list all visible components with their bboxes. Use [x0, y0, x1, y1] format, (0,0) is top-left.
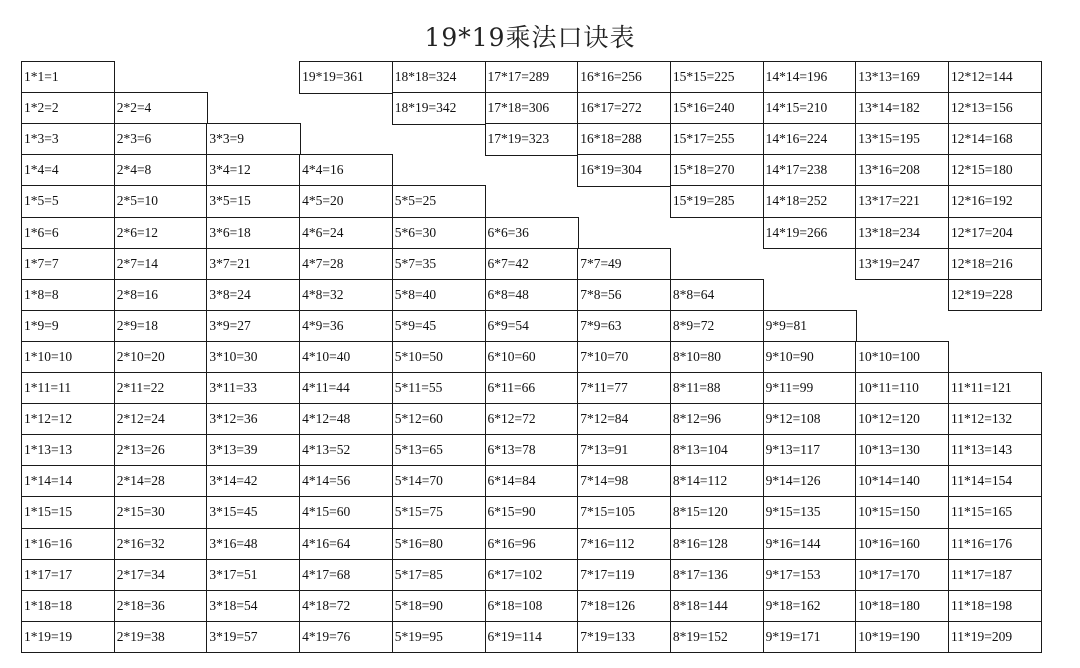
- table-cell: 12*13=156: [948, 92, 1042, 125]
- table-cell: 10*17=170: [855, 559, 949, 592]
- table-cell: 6*8=48: [485, 279, 579, 312]
- table-cell: 1*17=17: [21, 559, 115, 592]
- table-cell: 1*15=15: [21, 496, 115, 529]
- table-cell: 3*11=33: [206, 372, 300, 405]
- table-cell: 4*7=28: [299, 248, 393, 281]
- table-cell: 3*13=39: [206, 434, 300, 467]
- table-cell: 4*13=52: [299, 434, 393, 467]
- table-cell: 14*17=238: [763, 154, 857, 187]
- table-cell: 16*16=256: [577, 61, 671, 94]
- table-cell: 4*9=36: [299, 310, 393, 343]
- table-cell: 17*17=289: [485, 61, 579, 94]
- table-cell: 8*19=152: [670, 621, 764, 654]
- table-cell: 10*12=120: [855, 403, 949, 436]
- table-cell: 3*7=21: [206, 248, 300, 281]
- table-cell: 7*17=119: [577, 559, 671, 592]
- table-cell: 4*4=16: [299, 154, 393, 187]
- table-cell: 9*12=108: [763, 403, 857, 436]
- table-cell: 1*2=2: [21, 92, 115, 125]
- table-cell: 3*12=36: [206, 403, 300, 436]
- table-cell: 7*15=105: [577, 496, 671, 529]
- table-cell: 3*17=51: [206, 559, 300, 592]
- table-cell: 7*7=49: [577, 248, 671, 281]
- table-cell: 14*19=266: [763, 217, 857, 250]
- table-cell: 5*7=35: [392, 248, 486, 281]
- table-cell: 5*9=45: [392, 310, 486, 343]
- table-cell: 2*19=38: [114, 621, 208, 654]
- table-cell: 1*13=13: [21, 434, 115, 467]
- table-cell: 9*15=135: [763, 496, 857, 529]
- table-cell: 9*10=90: [763, 341, 857, 374]
- table-cell: 4*14=56: [299, 465, 393, 498]
- table-cell: 1*1=1: [21, 61, 115, 94]
- table-cell: 8*9=72: [670, 310, 764, 343]
- table-cell: 4*15=60: [299, 496, 393, 529]
- table-cell: 1*6=6: [21, 217, 115, 250]
- table-cell: 13*14=182: [855, 92, 949, 125]
- table-cell: 6*7=42: [485, 248, 579, 281]
- table-cell: 17*18=306: [485, 92, 579, 125]
- table-cell: 4*11=44: [299, 372, 393, 405]
- table-cell: 6*9=54: [485, 310, 579, 343]
- table-cell: 9*16=144: [763, 528, 857, 561]
- table-cell: 13*17=221: [855, 185, 949, 218]
- table-cell: 7*18=126: [577, 590, 671, 623]
- table-cell: 1*3=3: [21, 123, 115, 156]
- table-cell: 7*12=84: [577, 403, 671, 436]
- table-cell: 10*13=130: [855, 434, 949, 467]
- table-cell: 11*11=121: [948, 372, 1042, 405]
- table-cell: 7*11=77: [577, 372, 671, 405]
- table-cell: 1*9=9: [21, 310, 115, 343]
- table-cell: 15*15=225: [670, 61, 764, 94]
- page-title: 19*19乘法口诀表: [424, 23, 636, 52]
- table-cell: 5*14=70: [392, 465, 486, 498]
- table-cell: 13*19=247: [855, 248, 949, 281]
- table-cell: 9*13=117: [763, 434, 857, 467]
- table-cell: 2*15=30: [114, 496, 208, 529]
- table-cell: 2*3=6: [114, 123, 208, 156]
- table-cell: 3*4=12: [206, 154, 300, 187]
- table-cell: 14*15=210: [763, 92, 857, 125]
- table-cell: 4*8=32: [299, 279, 393, 312]
- table-cell: 5*6=30: [392, 217, 486, 250]
- table-cell: 8*12=96: [670, 403, 764, 436]
- table-cell: 6*10=60: [485, 341, 579, 374]
- table-cell: 7*14=98: [577, 465, 671, 498]
- table-cell: 2*4=8: [114, 154, 208, 187]
- table-cell: 11*15=165: [948, 496, 1042, 529]
- table-cell: 7*9=63: [577, 310, 671, 343]
- table-cell: 1*19=19: [21, 621, 115, 654]
- table-cell: 11*12=132: [948, 403, 1042, 436]
- table-cell: 4*5=20: [299, 185, 393, 218]
- table-cell: 3*14=42: [206, 465, 300, 498]
- table-cell: 8*14=112: [670, 465, 764, 498]
- table-cell: 2*5=10: [114, 185, 208, 218]
- table-cell: 6*17=102: [485, 559, 579, 592]
- table-cell: 3*19=57: [206, 621, 300, 654]
- table-cell: 18*19=342: [392, 92, 486, 125]
- table-cell: 10*15=150: [855, 496, 949, 529]
- table-cell: 10*16=160: [855, 528, 949, 561]
- table-cell: 15*16=240: [670, 92, 764, 125]
- table-cell: 1*16=16: [21, 528, 115, 561]
- table-cell: 8*15=120: [670, 496, 764, 529]
- table-cell: 8*8=64: [670, 279, 764, 312]
- table-cell: 7*16=112: [577, 528, 671, 561]
- table-cell: 1*7=7: [21, 248, 115, 281]
- table-cell: 17*19=323: [485, 123, 579, 156]
- table-cell: 5*15=75: [392, 496, 486, 529]
- table-cell: 9*14=126: [763, 465, 857, 498]
- table-cell: 9*18=162: [763, 590, 857, 623]
- table-cell: 3*6=18: [206, 217, 300, 250]
- table-cell: 9*9=81: [763, 310, 857, 343]
- table-cell: 6*15=90: [485, 496, 579, 529]
- table-cell: 9*11=99: [763, 372, 857, 405]
- table-cell: 3*15=45: [206, 496, 300, 529]
- table-cell: 5*17=85: [392, 559, 486, 592]
- table-cell: 3*8=24: [206, 279, 300, 312]
- table-cell: 19*19=361: [299, 61, 393, 94]
- table-cell: 1*12=12: [21, 403, 115, 436]
- table-cell: 14*18=252: [763, 185, 857, 218]
- table-cell: 10*19=190: [855, 621, 949, 654]
- table-cell: 1*18=18: [21, 590, 115, 623]
- table-cell: 6*18=108: [485, 590, 579, 623]
- table-cell: 7*10=70: [577, 341, 671, 374]
- table-cell: 4*17=68: [299, 559, 393, 592]
- table-cell: 2*16=32: [114, 528, 208, 561]
- table-cell: 7*13=91: [577, 434, 671, 467]
- table-cell: 12*14=168: [948, 123, 1042, 156]
- table-cell: 8*16=128: [670, 528, 764, 561]
- table-cell: 2*17=34: [114, 559, 208, 592]
- table-cell: 2*9=18: [114, 310, 208, 343]
- table-cell: 2*13=26: [114, 434, 208, 467]
- table-cell: 12*12=144: [948, 61, 1042, 94]
- table-cell: 1*4=4: [21, 154, 115, 187]
- table-cell: 2*12=24: [114, 403, 208, 436]
- table-cell: 5*8=40: [392, 279, 486, 312]
- table-cell: 13*18=234: [855, 217, 949, 250]
- table-cell: 3*18=54: [206, 590, 300, 623]
- table-cell: 4*19=76: [299, 621, 393, 654]
- table-cell: 8*13=104: [670, 434, 764, 467]
- table-cell: 2*11=22: [114, 372, 208, 405]
- table-cell: 2*8=16: [114, 279, 208, 312]
- table-cell: 4*16=64: [299, 528, 393, 561]
- table-cell: 2*14=28: [114, 465, 208, 498]
- table-cell: 4*6=24: [299, 217, 393, 250]
- table-cell: 7*8=56: [577, 279, 671, 312]
- table-cell: 7*19=133: [577, 621, 671, 654]
- table-cell: 2*18=36: [114, 590, 208, 623]
- table-cell: 8*17=136: [670, 559, 764, 592]
- table-cell: 2*7=14: [114, 248, 208, 281]
- table-cell: 10*18=180: [855, 590, 949, 623]
- table-cell: 10*14=140: [855, 465, 949, 498]
- table-cell: 9*17=153: [763, 559, 857, 592]
- table-cell: 11*19=209: [948, 621, 1042, 654]
- table-cell: 11*18=198: [948, 590, 1042, 623]
- table-cell: 3*10=30: [206, 341, 300, 374]
- table-cell: 16*19=304: [577, 154, 671, 187]
- table-cell: 6*19=114: [485, 621, 579, 654]
- table-cell: 5*19=95: [392, 621, 486, 654]
- table-cell: 11*16=176: [948, 528, 1042, 561]
- table-cell: 14*14=196: [763, 61, 857, 94]
- table-cell: 6*14=84: [485, 465, 579, 498]
- table-cell: 13*16=208: [855, 154, 949, 187]
- table-cell: 12*16=192: [948, 185, 1042, 218]
- table-cell: 3*3=9: [206, 123, 300, 156]
- table-cell: 1*5=5: [21, 185, 115, 218]
- table-cell: 8*11=88: [670, 372, 764, 405]
- table-cell: 12*18=216: [948, 248, 1042, 281]
- table-cell: 11*13=143: [948, 434, 1042, 467]
- table-cell: 1*10=10: [21, 341, 115, 374]
- table-cell: 2*2=4: [114, 92, 208, 125]
- table-cell: 16*18=288: [577, 123, 671, 156]
- table-cell: 12*17=204: [948, 217, 1042, 250]
- table-cell: 16*17=272: [577, 92, 671, 125]
- table-cell: 4*18=72: [299, 590, 393, 623]
- table-cell: 5*5=25: [392, 185, 486, 218]
- table-cell: 6*16=96: [485, 528, 579, 561]
- table-cell: 6*12=72: [485, 403, 579, 436]
- table-cell: 1*11=11: [21, 372, 115, 405]
- table-cell: 5*10=50: [392, 341, 486, 374]
- table-cell: 6*13=78: [485, 434, 579, 467]
- table-cell: 6*11=66: [485, 372, 579, 405]
- table-cell: 5*16=80: [392, 528, 486, 561]
- table-cell: 5*12=60: [392, 403, 486, 436]
- table-cell: 5*13=65: [392, 434, 486, 467]
- table-cell: 1*14=14: [21, 465, 115, 498]
- table-cell: 18*18=324: [392, 61, 486, 94]
- table-cell: 13*15=195: [855, 123, 949, 156]
- table-cell: 11*17=187: [948, 559, 1042, 592]
- table-cell: 15*17=255: [670, 123, 764, 156]
- table-cell: 15*19=285: [670, 185, 764, 218]
- table-cell: 15*18=270: [670, 154, 764, 187]
- table-cell: 6*6=36: [485, 217, 579, 250]
- table-cell: 8*10=80: [670, 341, 764, 374]
- table-cell: 2*10=20: [114, 341, 208, 374]
- table-cell: 3*16=48: [206, 528, 300, 561]
- table-cell: 10*10=100: [855, 341, 949, 374]
- table-cell: 8*18=144: [670, 590, 764, 623]
- table-cell: 13*13=169: [855, 61, 949, 94]
- table-cell: 14*16=224: [763, 123, 857, 156]
- table-cell: 9*19=171: [763, 621, 857, 654]
- table-cell: 12*19=228: [948, 279, 1042, 312]
- table-cell: 4*12=48: [299, 403, 393, 436]
- table-cell: 5*11=55: [392, 372, 486, 405]
- table-cell: 3*5=15: [206, 185, 300, 218]
- table-cell: 4*10=40: [299, 341, 393, 374]
- table-cell: 3*9=27: [206, 310, 300, 343]
- table-cell: 11*14=154: [948, 465, 1042, 498]
- table-cell: 1*8=8: [21, 279, 115, 312]
- table-cell: 12*15=180: [948, 154, 1042, 187]
- table-cell: 10*11=110: [855, 372, 949, 405]
- table-cell: 2*6=12: [114, 217, 208, 250]
- table-cell: 5*18=90: [392, 590, 486, 623]
